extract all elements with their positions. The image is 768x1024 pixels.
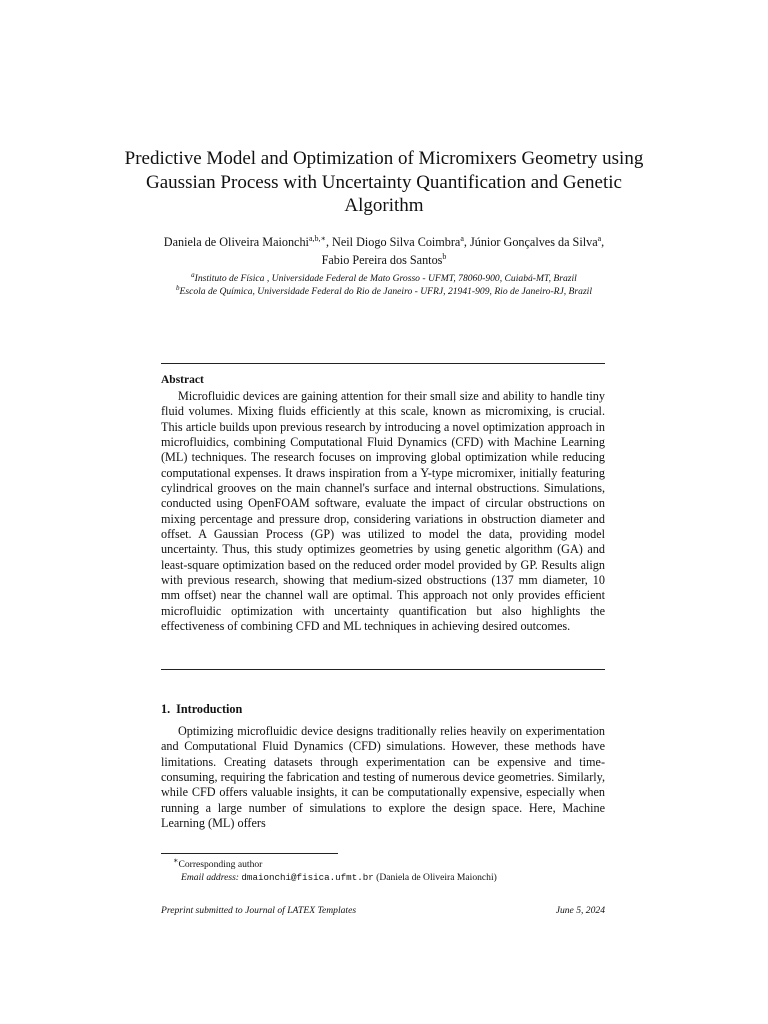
corresponding-author-note bbox=[173, 855, 603, 872]
affiliation-mark: a bbox=[191, 270, 195, 279]
author-separator: , bbox=[325, 235, 333, 249]
affiliation-text: Instituto de Física , Universidade Federal de Mato Grosso - UFMT, 78060-900, Cuiabá-MT, Brazil bbox=[194, 273, 577, 284]
author-affiliation-mark: a bbox=[460, 233, 464, 243]
section-number: 1. bbox=[161, 702, 171, 716]
affiliation bbox=[160, 270, 608, 286]
footer-journal: Preprint submitted to Journal of LATEX Templates bbox=[161, 905, 357, 916]
introduction-paragraph: Optimizing microfluidic device designs traditionally relies heavily on experimentation and Computational Fluid Dynamics (CFD) simulations. However, these methods have limitations. Creating datasets through experimentation can be expensive and time-consuming, requiring the fabrication and testing of numerous device geometries. Similarly, while CFD offers valuable insights, it can be computationally expensive, especially when running a large number of simulations to explore the design space. Here, Machine Learning (ML) offers bbox=[161, 724, 605, 831]
author-name: Júnior Gonçalves da Silva bbox=[470, 235, 598, 249]
author-separator: , bbox=[463, 235, 470, 249]
footer-date: June 5, 2024 bbox=[555, 905, 605, 916]
author-affiliation-mark: a,b,∗ bbox=[308, 233, 326, 243]
abstract-bottom-rule bbox=[161, 669, 605, 670]
author-name: Neil Diogo Silva Coimbra bbox=[332, 235, 461, 249]
footnote bbox=[173, 855, 603, 885]
paper-title: Predictive Model and Optimization of Micromixers Geometry using Gaussian Process with Uncertainty Quantification and Genetic Algorithm bbox=[124, 148, 644, 216]
section-heading-introduction bbox=[161, 702, 242, 717]
author-name: Fabio Pereira dos Santos bbox=[321, 253, 443, 267]
author-name: Daniela de Oliveira Maionchi bbox=[163, 235, 309, 249]
affiliation bbox=[160, 283, 608, 299]
email-note bbox=[173, 872, 603, 885]
affiliation-list bbox=[160, 270, 608, 299]
abstract-top-rule bbox=[161, 363, 605, 364]
author-affiliation-mark: b bbox=[442, 251, 447, 261]
section-title: Introduction bbox=[176, 702, 243, 716]
footnote-mark: ∗ bbox=[173, 856, 179, 865]
email-owner: (Daniela de Oliveira Maionchi) bbox=[376, 871, 497, 883]
corresponding-author-label: Corresponding author bbox=[178, 859, 263, 871]
affiliation-mark: b bbox=[175, 283, 180, 292]
footnote-rule bbox=[161, 853, 338, 854]
author-separator: , bbox=[601, 235, 605, 249]
affiliation-text: Escola de Química, Universidade Federal do Rio de Janeiro - UFRJ, 21941-909, Rio de Janeiro-RJ, Brazil bbox=[179, 285, 593, 297]
abstract-text: Microfluidic devices are gaining attention for their small size and ability to handle tiny fluid volumes. Mixing fluids efficiently at this scale, known as micromixing, is crucial. This article builds upon previous research by introducing a novel optimization approach in microfluidics, combining Computational Fluid Dynamics (CFD) with Machine Learning (ML) techniques. The research focuses on improving global optimization while reducing computational expenses. It draws inspiration from a Y-type micromixer, initially featuring cylindrical grooves on the main channel's surface and internal obstructions. Simulations, conducted using OpenFOAM software, evaluate the impact of circular obstructions on mixing percentage and pressure drop, considering variations in obstruction diameter and offset. A Gaussian Process (GP) was utilized to model the data, providing model uncertainty. Thus, this study optimizes geometries by using genetic algorithm (GA) and least-square optimization based on the reduced order model provided by GP. Results align with previous research, showing that medium-sized obstructions (137 mm diameter, 10 mm offset) near the channel wall are optimal. This approach not only provides efficient microfluidic optimization with uncertainty quantification but also highlights the effectiveness of combining CFD and ML techniques in achieving desired outcomes. bbox=[161, 389, 605, 634]
abstract-heading: Abstract bbox=[161, 374, 204, 386]
email-label: Email address: bbox=[181, 871, 240, 883]
author-affiliation-mark: a bbox=[597, 233, 602, 243]
author-list bbox=[150, 233, 618, 269]
page-footer bbox=[161, 905, 605, 916]
email-address-link[interactable]: dmaionchi@fisica.ufmt.br bbox=[241, 871, 374, 883]
